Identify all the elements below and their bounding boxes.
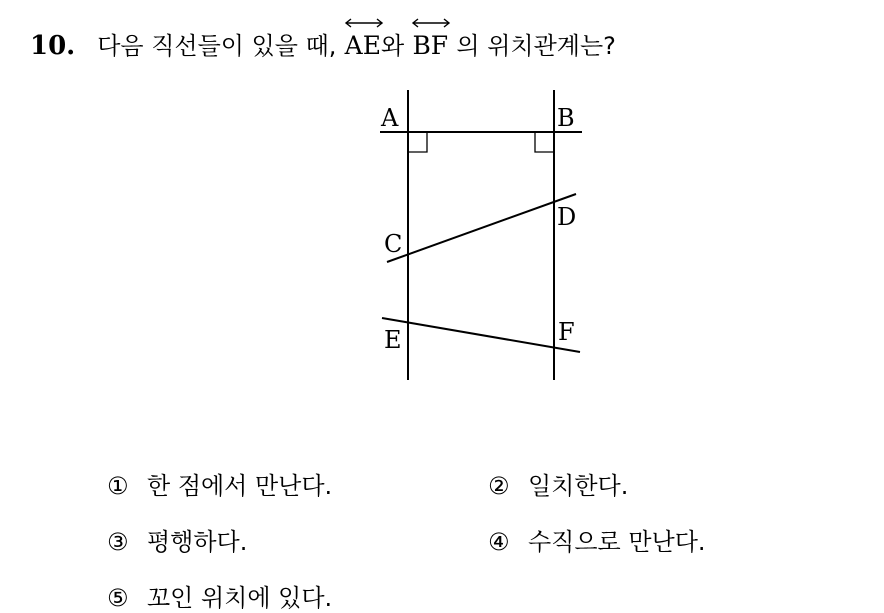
label-f: F (558, 318, 575, 346)
line-ae-label: AE (344, 31, 381, 60)
question-stem (30, 18, 616, 68)
label-d: D (557, 203, 577, 231)
choice-2-text: 일치한다. (528, 472, 629, 500)
choice-1-mark: ① (107, 472, 129, 500)
label-e: E (384, 326, 402, 354)
label-a: A (381, 104, 399, 132)
choice-1-text: 한 점에서 만난다. (147, 472, 333, 500)
choice-4-text: 수직으로 만난다. (528, 528, 706, 556)
choice-3-mark: ③ (107, 528, 129, 556)
line-ae-symbol (345, 18, 381, 68)
choice-2[interactable] (488, 466, 628, 501)
line-cd (387, 194, 576, 262)
choice-5-text: 꼬인 위치에 있다. (147, 584, 333, 612)
double-arrow-icon (344, 18, 384, 28)
question-text-after: 의 위치관계는? (456, 32, 616, 60)
right-angle-mark-b (535, 132, 554, 152)
label-c: C (384, 230, 403, 258)
choice-1[interactable] (107, 466, 332, 501)
choice-5-mark: ⑤ (107, 584, 129, 612)
choice-4-mark: ④ (488, 528, 510, 556)
label-b: B (557, 104, 575, 132)
choice-3[interactable] (107, 522, 247, 557)
question-text-before: 다음 직선들이 있을 때, (97, 32, 337, 60)
question-connector: 와 (380, 32, 405, 60)
geometry-diagram (360, 80, 600, 390)
choice-4[interactable] (488, 522, 706, 557)
question-number: 10. (30, 31, 76, 61)
line-bf-label: BF (412, 31, 449, 60)
geometry-figure (360, 80, 600, 390)
choice-3-text: 평행하다. (147, 528, 248, 556)
choice-2-mark: ② (488, 472, 510, 500)
right-angle-mark-a (408, 132, 427, 152)
line-bf-symbol (412, 18, 448, 68)
choice-5[interactable] (107, 578, 332, 613)
double-arrow-icon (411, 18, 451, 28)
line-ef (382, 318, 580, 352)
